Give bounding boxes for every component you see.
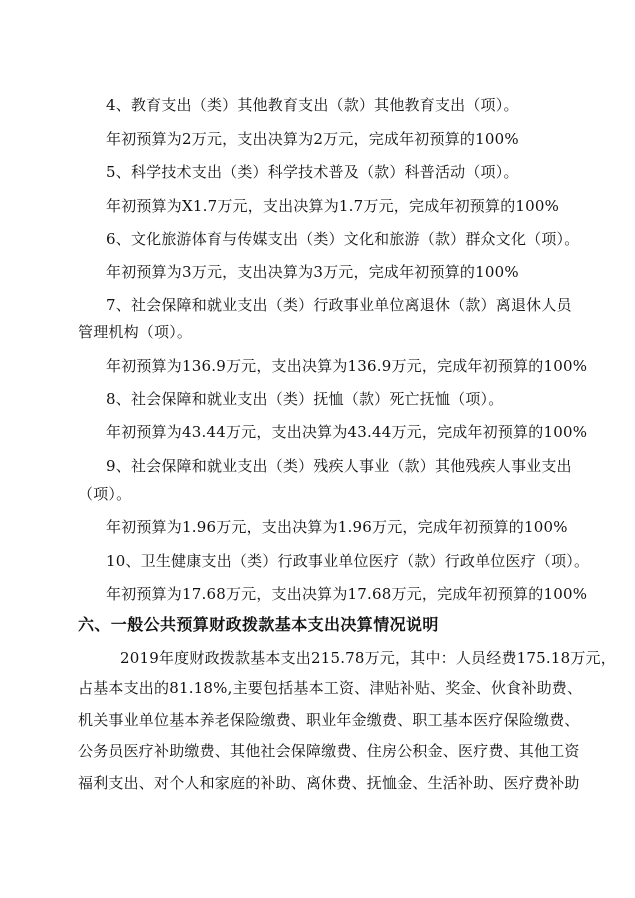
item-4-title: 4、教育支出（类）其他教育支出（款）其他教育支出（项）。 xyxy=(106,96,519,114)
body-line-3: 机关事业单位基本养老保险缴费、职业年金缴费、职工基本医疗保险缴费、 xyxy=(78,711,580,729)
item-8-title: 8、社会保障和就业支出（类）抚恤（款）死亡抚恤（项）。 xyxy=(106,390,504,408)
item-6-title: 6、文化旅游体育与传媒支出（类）文化和旅游（款）群众文化（项）。 xyxy=(106,230,580,248)
item-6-detail: 年初预算为3万元，支出决算为3万元，完成年初预算的100% xyxy=(106,263,519,281)
item-5-detail: 年初预算为X1.7万元，支出决算为1.7万元，完成年初预算的100% xyxy=(106,197,560,215)
item-7-detail: 年初预算为136.9万元，支出决算为136.9万元，完成年初预算的100% xyxy=(106,357,588,375)
item-9-title: 9、社会保障和就业支出（类）残疾人事业（款）其他残疾人事业支出 xyxy=(106,457,572,475)
item-10-detail: 年初预算为17.68万元，支出决算为17.68万元，完成年初预算的100% xyxy=(106,585,588,603)
item-9-title-continued: （项）。 xyxy=(78,485,132,503)
section-heading: 六、一般公共预算财政拨款基本支出决算情况说明 xyxy=(78,615,439,634)
body-line-4: 公务员医疗补助缴费、其他社会保障缴费、住房公积金、医疗费、其他工资 xyxy=(78,742,580,760)
item-4-detail: 年初预算为2万元，支出决算为2万元，完成年初预算的100% xyxy=(106,130,519,148)
body-line-2: 占基本支出的81.18%,主要包括基本工资、津贴补贴、奖金、伙食补助费、 xyxy=(78,679,583,697)
item-7-title-continued: 管理机构（项）。 xyxy=(78,323,193,341)
body-line-5: 福利支出、对个人和家庭的补助、离休费、抚恤金、生活补助、医疗费补助 xyxy=(78,774,580,792)
item-7-title: 7、社会保障和就业支出（类）行政事业单位离退休（款）离退休人员 xyxy=(106,296,572,314)
item-10-title: 10、卫生健康支出（类）行政事业单位医疗（款）行政单位医疗（项）。 xyxy=(106,552,590,570)
item-5-title: 5、科学技术支出（类）科学技术普及（款）科普活动（项）。 xyxy=(106,163,519,181)
body-line-1: 2019年度财政拨款基本支出215.78万元，其中：人员经费175.18万元， xyxy=(120,649,616,667)
item-8-detail: 年初预算为43.44万元，支出决算为43.44万元，完成年初预算的100% xyxy=(106,423,588,441)
item-9-detail: 年初预算为1.96万元，支出决算为1.96万元，完成年初预算的100% xyxy=(106,518,568,536)
